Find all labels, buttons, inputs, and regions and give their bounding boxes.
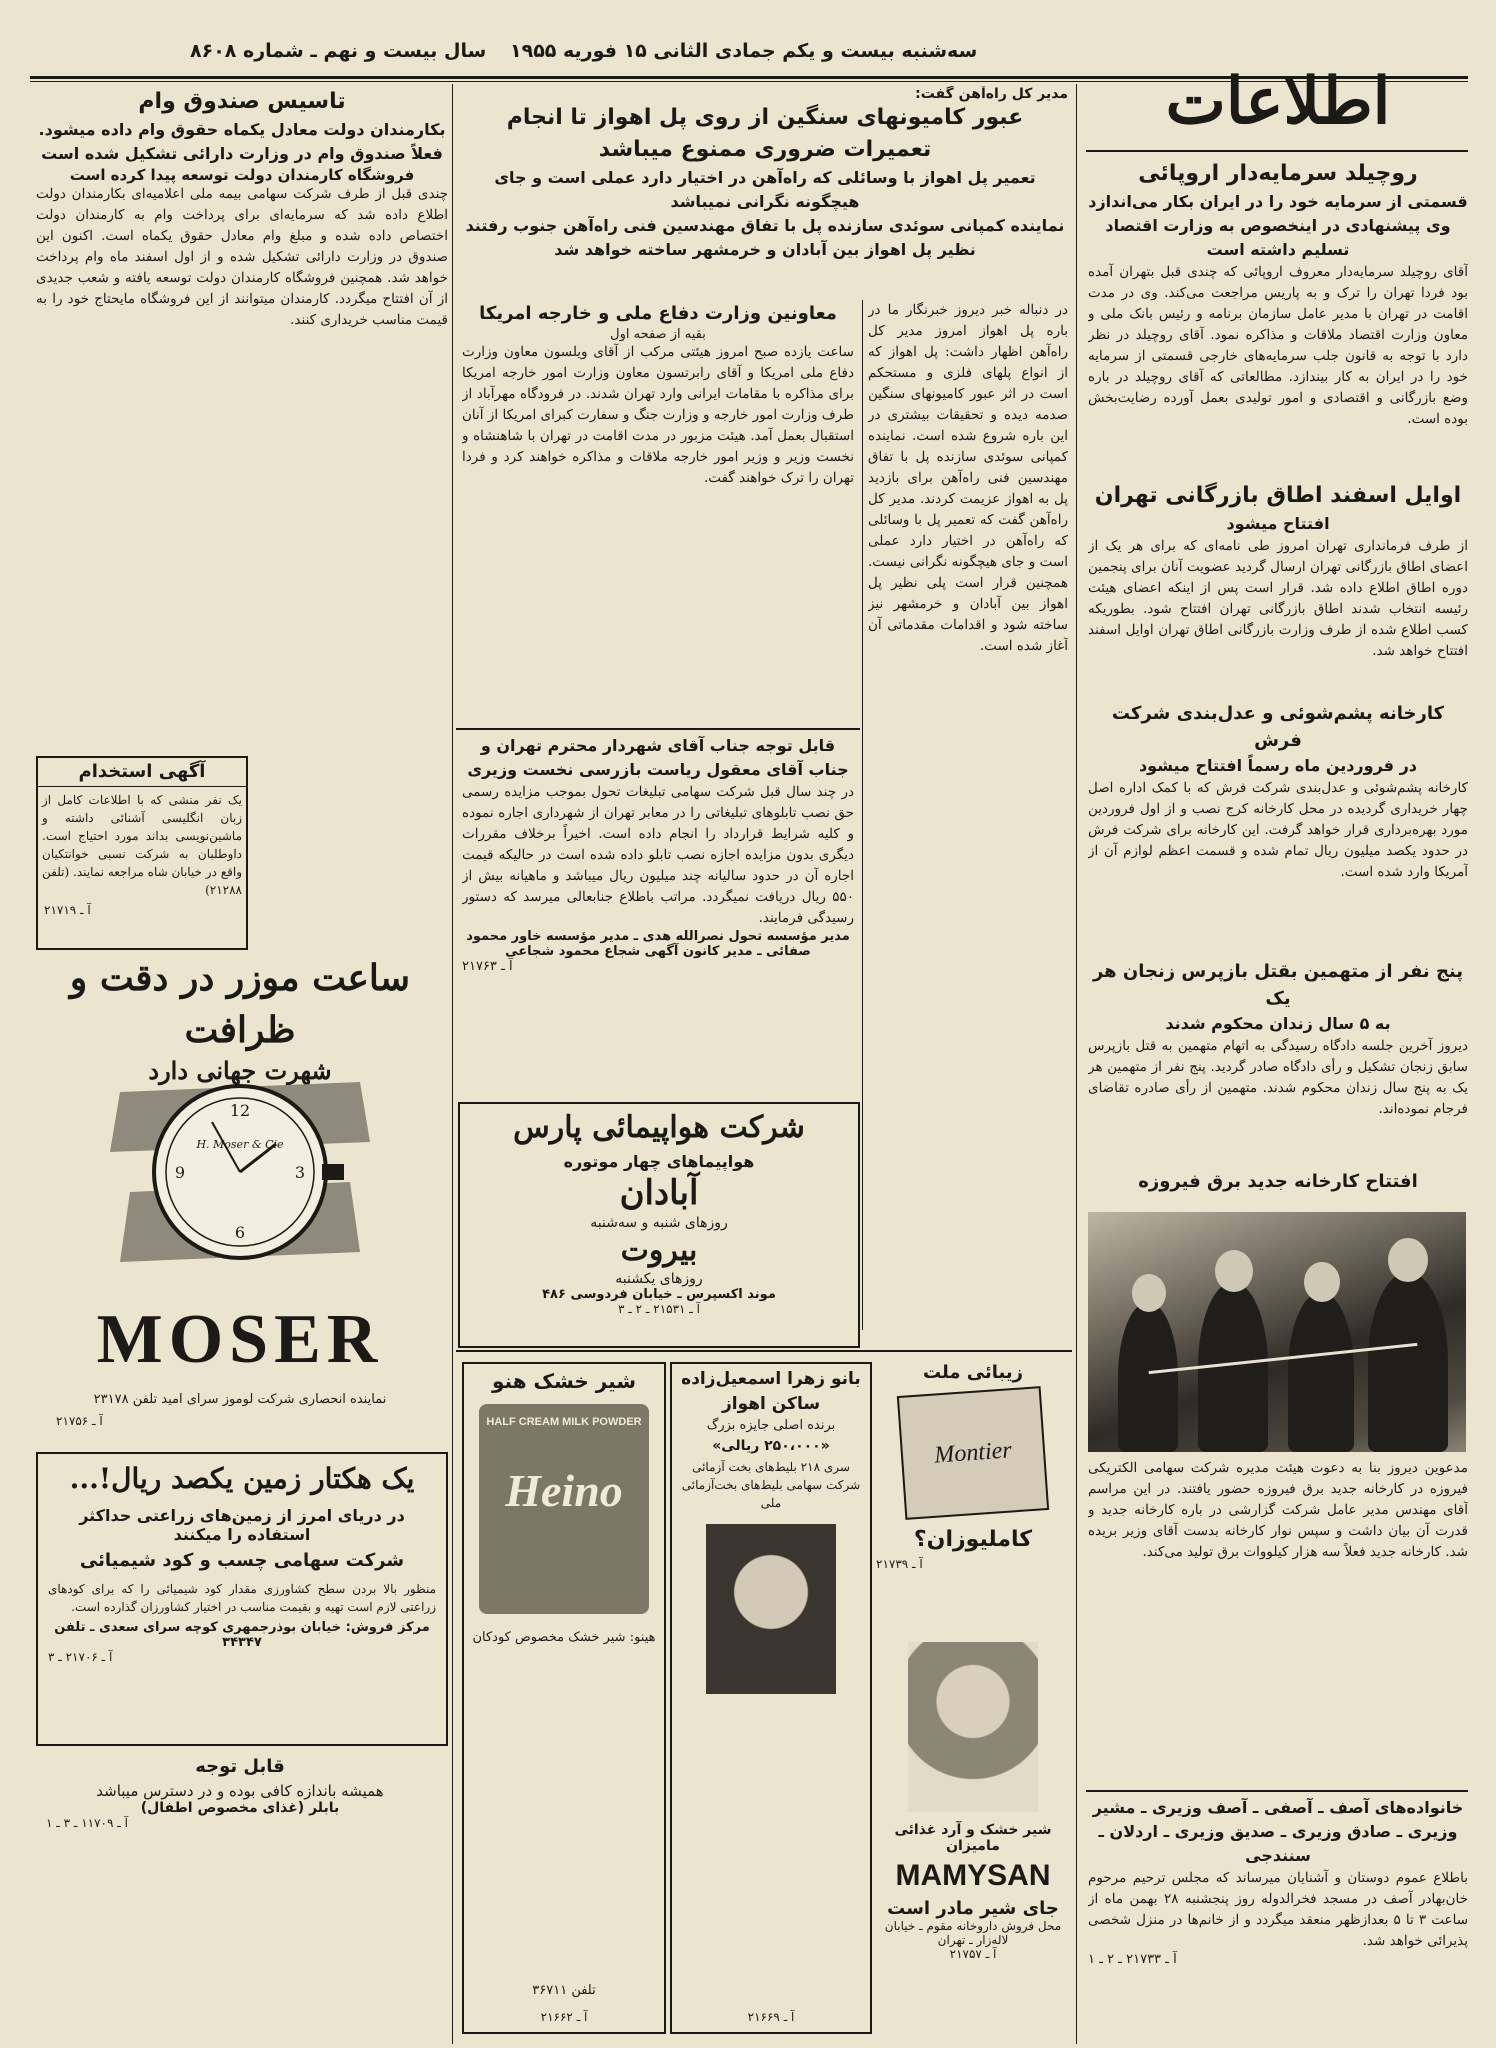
article-body: ساعت یازده صبح امروز هیئتی مرکب از آقای ویلسون معاون وزارت دفاع ملی امریکا و آقای رابرتسون معاون وزارت امور خارجه امریکا برای مذاکره با مقامات ایرانی وارد تهران شدند. در فرودگاه مهرآباد از طرف وزارت امور خارجه و وزارت جنگ و سفارت کبرای امریکا از آنان استقبال بعمل آمد. هیئت مزبور در مدت اقامت در تهران با شاهنشاه و نخست وزیر و وزیر امور خارجه ملاقات و مذاکره خواهند کرد و فردا تهران را ترک خواهند گفت. <box>462 344 854 486</box>
dial-brand: H. Moser & Cie <box>196 1138 284 1151</box>
article-subtitle: در فروردین ماه رسماً افتتاح میشود <box>1138 756 1418 775</box>
article-chamber <box>1088 480 1468 690</box>
masthead-title: اطلاعات <box>1165 64 1391 139</box>
article-subtitle: بقیه از صفحه اول <box>610 327 706 342</box>
ad-phone: تلفن ۳۶۷۱۱ <box>532 1983 596 1998</box>
article-subtitle: افتتاح میشود <box>1226 514 1330 533</box>
article-firouzeh-title <box>1088 1168 1468 1208</box>
figure <box>1368 1272 1448 1452</box>
article-signature: مدیر مؤسسه تحول نصرالله هدی ـ مدیر مؤسسه خاور محمود صفائی ـ مدیر کانون آگهی شجاع محمود شجاعی <box>466 929 850 959</box>
notice-body: باطلاع عموم دوستان و آشنایان میرساند که مجلس ترحیم مرحوم خان‌بهادر آصف در مسجد فخرالدوله روز پنجشنبه ۲۸ بهمن ماه از ساعت ۳ تا ۵ بعدازظهر منعقد میگردد و از خانم‌ها در منزل شخصی پذیرائی خواهد شد. <box>1088 1870 1468 1949</box>
dial-12: 12 <box>229 1101 251 1120</box>
article-ahwaz-head <box>462 86 1068 296</box>
ad-days: روزهای شنبه و سه‌شنبه <box>590 1215 728 1231</box>
section-rule <box>456 728 860 730</box>
article-body: در دنباله خبر دیروز خبرنگار ما در باره پل اهواز امروز مدیر کل راه‌آهن اظهار داشت: پل اهواز که از انواع پلهای فلزی و مستحکم است در اثر عبور کامیونهای سنگین صدمه دیده و تحقیقات بیشتری در این باره شروع شده است. نماینده کمپانی سوئدی سازنده پل با تفاق مهندسین فنی راه‌آهن برای بازدید پل به اهواز عزیمت کردند. مدیر کل راه‌آهن گفت که تعمیر پل با وسائلی که راه‌آهن در اختیار دارد عملی است و جای هیچگونه نگرانی نیست. همچنین قرار است پلی نظیر پل اهواز بین آبادان و خرمشهر نیز ساخته شود و اقدامات مقدماتی آن آغاز شده است. <box>868 302 1068 654</box>
dial-9: 9 <box>174 1163 186 1182</box>
ad-dealer: محل فروش داروخانه مقوم ـ خیابان لاله‌زار ـ تهران <box>884 1919 1062 1947</box>
ad-code: آ ـ ۲۱۶۶۲ <box>540 2010 588 2024</box>
masthead-rule <box>1086 150 1468 152</box>
ad-code: آ ـ ۲۱۷۰۶ ـ ۳ <box>48 1650 113 1664</box>
article-subtitle: نظیر پل اهواز بین آبادان و خرمشهر ساخته خواهد شد <box>554 240 976 259</box>
figure-head <box>1215 1250 1253 1292</box>
article-zanjan <box>1088 958 1468 1158</box>
ad-slogan: شهرت جهانی دارد <box>148 1056 332 1085</box>
article-title: کارخانه پشم‌شوئی و عدل‌بندی شرکت فرش <box>1111 703 1445 751</box>
ad-subtitle: جای شیر مادر است <box>887 1898 1059 1919</box>
article-title: عبور کامیونهای سنگین از روی پل اهواز تا انجام تعمیرات ضروری ممنوع میباشد <box>506 105 1024 162</box>
ad-pars-airline <box>458 1102 860 1348</box>
article-body: چندی قبل از طرف شرکت سهامی بیمه ملی اعلامیه‌ای بکارمندان دولت اطلاع داده شد که سرمایه‌ای برای پرداخت وام به کارمندان دولت اختصاص داده شده و مبلغ وام معادل حقوق یکماه است. اکنون این صندوق در وزارت دارائی تشکیل شده و از اول اسفند ماه وام پرداخت خواهد شد. همچنین فروشگاه کارمندان دولت توسعه یافته و شعب جدیدی از آن افتتاح میگردد. کارمندان میتوانند از این فروشگاه مایحتاج خود را به قیمت مناسب خریداری کنند. <box>36 186 448 328</box>
ad-employment <box>36 756 248 950</box>
article-ahwaz-body <box>868 300 1068 1330</box>
ad-brand: بابلر (غذای مخصوص اطفال) <box>140 1800 340 1816</box>
winner-portrait <box>706 1524 836 1694</box>
article-title: افتتاح کارخانه جدید برق فیروزه <box>1138 1171 1418 1192</box>
ad-city: آبادان <box>619 1173 699 1213</box>
article-subtitle: بکارمندان دولت معادل یکماه حقوق وام داده میشود. فعلاً صندوق وام در وزارت دارائی تشکیل شده است <box>38 120 446 163</box>
dial-3: 3 <box>294 1163 306 1182</box>
issue-number: سال بیست و نهم ـ شماره ۸۶۰۸ <box>190 40 487 62</box>
ad-code: آ ـ ۱۱۷۰۹ ـ ۳ ـ ۱ <box>46 1816 128 1830</box>
article-title: تاسیس صندوق وام <box>138 89 346 114</box>
ad-address: موند اکسپرس ـ خیابان فردوسی ۴۸۶ <box>542 1287 776 1302</box>
ad-body: منظور بالا بردن سطح کشاورزی مقدار کود شیمیائی را که برای کودهای زراعتی لازم است تهیه و بقیمت مناسب در اختیار کشاورزان گذارده است. <box>48 1582 436 1614</box>
ad-line: هواپیماهای چهار موتوره <box>563 1152 755 1171</box>
article-body: از طرف فرمانداری تهران امروز طی نامه‌ای که برای هر یک از اعضای اطاق بازرگانی تهران ارسال گردید عضویت آنان برای پنجمین دوره اطاق اطلاع داده شد. قرار است پس از اینکه اعضای هیئت رئیسه انتخاب شدند اطاق بازرگانی تهران افتتاح شود. بطوریکه کسب اطلاع شده از طرف وزارت بازرگانی اطاق تهران اوایل اسفند افتتاح خواهد شد. <box>1088 538 1468 659</box>
ad-place: ساکن اهواز <box>721 1394 821 1414</box>
ad-dealer: نماینده انحصاری شرکت لوموز سرای امید تلفن ۲۳۱۷۸ <box>93 1392 387 1407</box>
article-subtitle: تعمیر پل اهواز با وسائلی که راه‌آهن در اختیار دارد عملی است و جای هیچگونه نگرانی نمیباشد <box>494 168 1036 211</box>
article-defense <box>462 300 854 720</box>
ad-title: زیبائی ملت <box>922 1362 1023 1383</box>
watch-illustration <box>90 1052 390 1282</box>
ad-montier <box>876 1362 1070 1622</box>
article-kicker: مدیر کل راه‌آهن گفت: <box>915 86 1068 102</box>
ad-title: ساعت موزر در دقت و ظرافت <box>69 957 411 1051</box>
ad-amount: «۲۵۰،۰۰۰ ریالی» <box>712 1438 830 1454</box>
ad-heino-milk <box>462 1362 666 2034</box>
ad-code: آ ـ ۲۱۵۳۱ ـ ۲ ـ ۳ <box>618 1302 700 1316</box>
ad-code: آ ـ ۲۱۷۵۶ <box>56 1414 103 1428</box>
ad-lottery-winner <box>670 1362 872 2034</box>
ad-body: سری ۲۱۸ بلیط‌های بخت آزمائی شرکت سهامی بلیط‌های بخت‌آزمائی ملی <box>681 1460 861 1510</box>
figure-head <box>1388 1238 1428 1282</box>
milk-tin <box>479 1404 649 1614</box>
ad-mamysan <box>876 1632 1070 2030</box>
notice-title: خانواده‌های آصف ـ آصفی ـ آصف وزیری ـ مشیر وزیری ـ صادق وزیری ـ صدیق وزیری ـ اردلان ـ سنندجی <box>1092 1798 1464 1865</box>
ad-notes: هینو: شیر خشک مخصوص کودکان <box>472 1630 656 1645</box>
article-loan-fund <box>36 86 448 746</box>
mother-child-illustration <box>908 1642 1038 1812</box>
article-mayor <box>462 734 854 1096</box>
caption-text: مدعوین دیروز بنا به دعوت هیئت مدیره شرکت سهامی الکتریکی فیروزه در کارخانه جدید برق فیروزه حضور یافتند. در این مراسم آقای مهندس مدیر عامل شرکت گزارشی در باره کارخانه جدید و قدرت آن بیان داشت و سپس نوار کارخانه بدست آقای وزیر بریده شد. کارخانه جدید فعلاً سه هزار کیلووات برق تولید می‌کند. <box>1088 1460 1468 1560</box>
ad-company: شرکت سهامی چسب و کود شیمیائی <box>79 1550 405 1571</box>
article-subtitle: به ۵ سال زندان محکوم شدند <box>1165 1014 1391 1033</box>
notice-asef <box>1088 1796 1468 2028</box>
article-title: پنج نفر از متهمین بقتل بازپرس زنجان هر یک <box>1092 961 1464 1009</box>
ad-code: آ ـ ۲۱۷۵۷ <box>949 1947 997 1961</box>
article-title: معاونین وزارت دفاع ملی و خارجه امریکا <box>479 303 837 324</box>
figure <box>1288 1292 1354 1452</box>
dial-6: 6 <box>234 1223 246 1242</box>
issue-date: سه‌شنبه بیست و یکم جمادی الثانی ۱۵ فوریه ۱۹۵۵ <box>510 40 978 62</box>
article-title: اوایل اسفند اطاق بازرگانی تهران <box>1094 483 1462 508</box>
ad-title: بانو زهرا اسمعیل‌زاده <box>681 1369 861 1389</box>
ad-code: آ ـ ۲۱۷۱۹ <box>44 903 91 917</box>
ad-land <box>36 1452 448 1746</box>
figure-head <box>1132 1274 1166 1312</box>
ad-code: آ ـ ۲۱۷۳۳ ـ ۲ ـ ۱ <box>1088 1952 1177 1967</box>
column-rule <box>452 84 453 2044</box>
figure-head <box>1304 1262 1340 1302</box>
article-body: آقای روچیلد سرمایه‌دار معروف اروپائی که چندی قبل بتهران آمده بود فردا تهران را ترک و به پاریس مراجعت می‌کند. وی در مدت اقامت در تهران با مدیر عامل سازمان برنامه و رئیس بانک ملی و معاون وزارت اقتصاد ملاقات و مذاکره نمود. آقای روچیلد در نظر دارد با توجه به قانون جلب سرمایه‌های خارجی قسمتی از سرمایه خود را در ایران به کار بیندازد. مطالعاتی که آقای روچیلد در باره وضع بازرگانی و اقتصادی و امور تولیدی بعمل آورده رضایت‌بخش بوده است. <box>1088 264 1468 427</box>
tin-brand: Heino <box>505 1465 623 1516</box>
ad-body: یک نفر منشی که با اطلاعات کامل از زبان انگلیسی آشنائی داشته و ماشین‌نویسی بداند مورد احتیاج است. داوطلبان به شرکت نسبی خوانتکیان واقع در خیابان شاه مراجعه نمایند. (تلفن ۲۱۲۸۸) <box>41 793 242 897</box>
ad-days: روزهای یکشنبه <box>615 1271 703 1287</box>
ad-code: آ ـ ۲۱۶۶۹ <box>747 2010 795 2024</box>
box-brand: Montier <box>933 1437 1013 1469</box>
article-subtitle: قسمتی از سرمایه خود را در ایران بکار می‌اندازد وی پیشنهادی در اینخصوص به وزارت اقتصاد تسلیم داشته است <box>1088 192 1468 259</box>
ad-body: همیشه باندازه کافی بوده و در دسترس میباشد <box>96 1782 384 1800</box>
ad-line: برنده اصلی جایزه بزرگ <box>706 1418 836 1433</box>
ad-title: شرکت هواپیمائی پارس <box>513 1110 805 1145</box>
ad-code: آ ـ ۲۱۷۶۳ <box>462 959 513 974</box>
section-rule <box>456 1350 1072 1352</box>
ad-title: شیر خشک و آرد غذائی مامیزان <box>894 1822 1052 1854</box>
article-subtitle: نماینده کمپانی سوئدی سازنده پل با تفاق مهندسین فنی راه‌آهن جنوب رفتند <box>465 216 1065 235</box>
masthead <box>1088 58 1468 150</box>
ad-address: مرکز فروش: خیابان بوذرجمهری کوچه سرای سعدی ـ تلفن ۳۴۳۴۷ <box>54 1620 430 1650</box>
column-rule <box>862 300 863 1330</box>
ad-title: یک هکتار زمین یکصد ریال!... <box>69 1462 415 1495</box>
ad-moser-watch <box>36 952 444 1442</box>
ad-notice <box>36 1752 444 1862</box>
section-rule <box>1086 1790 1468 1792</box>
article-title: روچیلد سرمایه‌دار اروپائی <box>1138 161 1418 186</box>
article-carpet <box>1088 700 1468 950</box>
photo-caption <box>1088 1458 1468 1786</box>
column-rule <box>1076 84 1077 2044</box>
brand-wordmark: MOSER <box>96 1301 384 1378</box>
article-subtitle: فروشگاه کارمندان دولت توسعه پیدا کرده است <box>69 166 415 184</box>
article-title: قابل توجه جناب آقای شهردار محترم تهران و جناب آقای معقول ریاست بازرسی نخست وزیری <box>467 736 849 779</box>
figure <box>1118 1302 1178 1452</box>
ad-title: قابل توجه <box>195 1756 285 1777</box>
ad-question: کاملیوزان؟ <box>913 1527 1033 1552</box>
watch-crown <box>322 1164 344 1180</box>
ad-title: آگهی استخدام <box>38 758 246 787</box>
ad-subtitle: در دریای امرز از زمین‌های زراعتی حداکثر استفاده را میکنند <box>79 1506 405 1544</box>
product-box <box>897 1386 1049 1520</box>
ad-brand: MAMYSAN <box>895 1859 1051 1892</box>
article-rothschild <box>1088 158 1468 458</box>
tin-label: HALF CREAM MILK POWDER <box>486 1416 642 1428</box>
ad-code: آ ـ ۲۱۷۳۹ <box>876 1557 923 1571</box>
article-body: در چند سال قبل شرکت سهامی تبلیغات تحول بموجب مزایده رسمی حق نصب تابلوهای تبلیغاتی را در معابر تهران از شهرداری اجاره نموده و کلیه شرایط قرارداد را انجام داده است. اخیراً برخلاف مقررات دیگری بدون مزایده اجازه نصب تابلو داده شده است در حالیکه قیمت اجاره آن در حدود سالیانه چند میلیون ریال میباشد و ماهیانه بیش از ۵۵۰ ریال دریافت نمیگردد. مراتب باطلاع جنابعالی میرسد که دستور رسیدگی فرمایند. <box>462 784 854 926</box>
factory-opening-photo <box>1088 1212 1466 1452</box>
article-body: کارخانه پشم‌شوئی و عدل‌بندی شرکت فرش که با کمک اداره اصل چهار خریداری گردیده در محل کارخانه کرج نصب و از اول فروردین مورد بهره‌برداری قرار خواهد گرفت. این کارخانه برای شرکت فرش در حدود یکصد میلیون ریال تمام شده و قسمت اعظم لوازم آن از آمریکا وارد شده است. <box>1088 780 1468 880</box>
ad-label: شیر خشک هنو <box>491 1369 636 1393</box>
article-body: دیروز آخرین جلسه دادگاه رسیدگی به اتهام متهمین به قتل بازپرس سابق زنجان تشکیل و رأی دادگاه صادر گردید. پنج نفر از متهمین هر یک به پنج سال زندان محکوم شدند. متهمین از رأی صادره تقاضای فرجام نموده‌اند. <box>1088 1038 1468 1117</box>
ad-city: بیروت <box>620 1233 698 1268</box>
